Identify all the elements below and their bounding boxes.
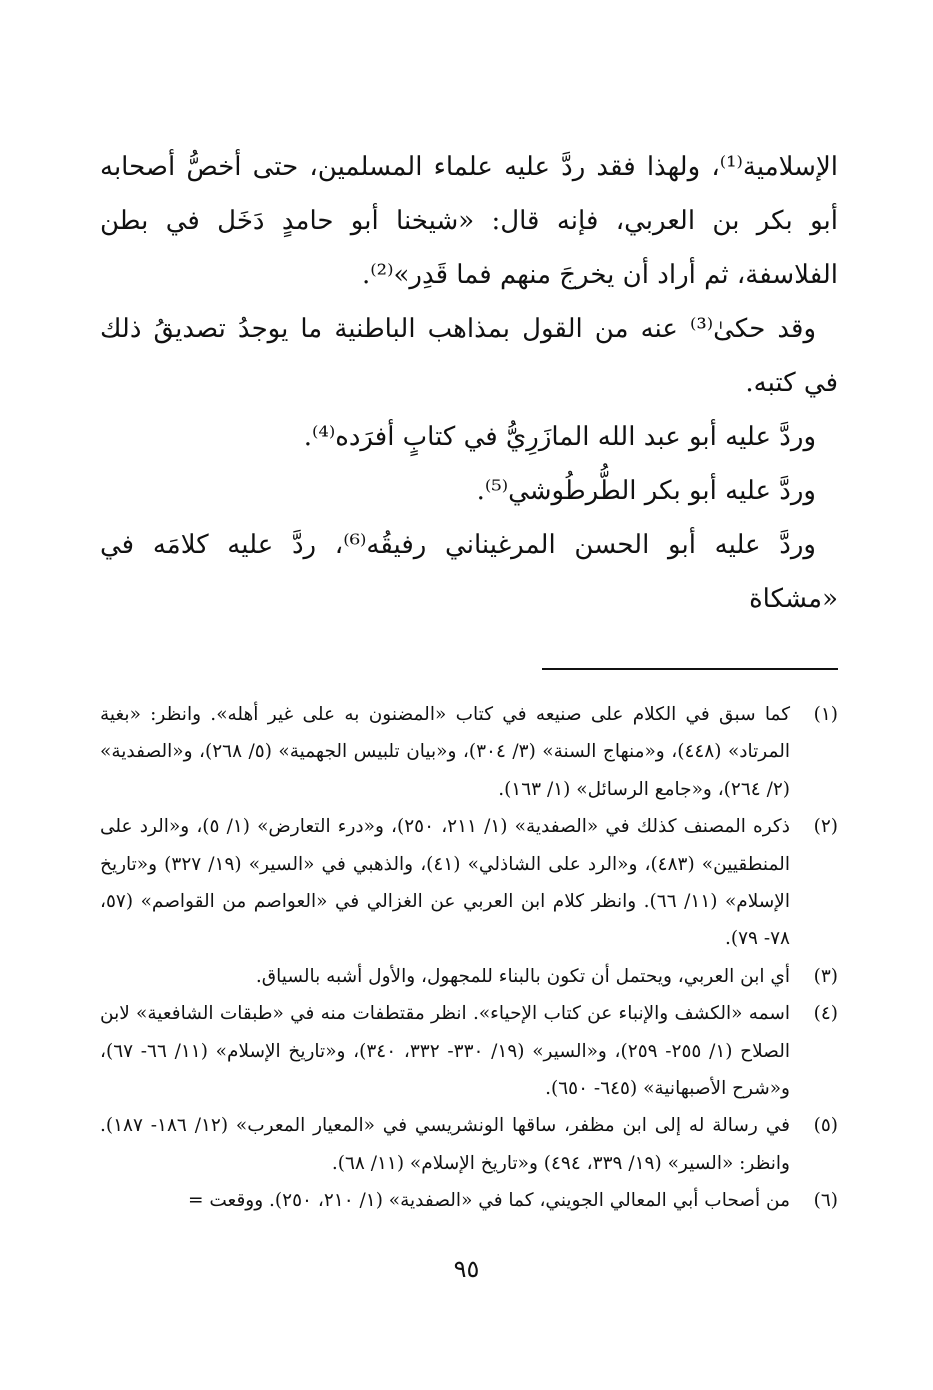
footnote (100, 1107, 838, 1182)
footnote-text: اسمه «الكشف والإنباء عن كتاب الإحياء». انظر مقتطفات منه في «طبقات الشافعية» لابن الصلاح (١/ ٢٥٥- ٢٥٩)، و«السير» (١٩/ ٣٣٠- ٣٣٢، ٣٤٠)، و«تاريخ الإسلام» (١١/ ٦٦- ٦٧)، و«شرح الأصبهانية» (٦٤٥- ٦٥٠). (100, 1003, 790, 1100)
footnote-number: (١) (813, 704, 838, 725)
page (100, 140, 838, 1310)
paragraph: وقد حكىٰ⁽³⁾ عنه من القول بمذاهب الباطنية ما يوجدُ تصديقُ ذلك في كتبه. (100, 314, 838, 398)
paragraph: وردَّ عليه أبو الحسن المرغيناني رفيقُه⁽⁶⁾، ردَّ عليه كلامَه في «مشكاة (100, 530, 838, 614)
footnote (100, 1182, 838, 1219)
footnote-number: (٦) (813, 1190, 838, 1212)
footnote-text: ذكره المصنف كذلك في «الصفدية» (١/ ٢١١، ٢٥٠)، و«درء التعارض» (١/ ٥)، و«الرد على المنطقيين» (٤٨٣)، و«الرد على الشاذلي» (٤١)، والذهبي في «السير» (١٩/ ٣٢٧) و«تاريخ الإسلام» (١١/ ٦٦). وانظر كلام ابن العربي عن الغزالي في «العواصم من القواصم» (٥٧، ٧٨- ٧٩). (100, 816, 790, 950)
footnote-text: في رسالة له إلى ابن مظفر، ساقها الونشريسي في «المعيار المعرب» (١٢/ ١٨٦- ١٨٧). وانظر: «السير» (١٩/ ٣٣٩، ٤٩٤) و«تاريخ الإسلام» (١١/ ٦٨). (100, 1115, 790, 1174)
paragraph: الإسلامية⁽¹⁾، ولهذا فقد ردَّ عليه علماء المسلمين، حتى أخصُّ أصحابه أبو بكر بن العربي، فإنه قال: «شيخنا أبو حامدٍ دَخَل في بطن الفلاسفة، ثم أراد أن يخرجَ منهم فما قَدِر»⁽²⁾. (100, 152, 838, 290)
footnotes (100, 696, 838, 1220)
paragraph: وردَّ عليه أبو عبد الله المازَرِيُّ في كتابٍ أفرَده⁽⁴⁾. (303, 422, 816, 452)
footnote-number: (٥) (813, 1115, 838, 1137)
footnote-number: (٤) (813, 1003, 838, 1025)
footnote-number: (٢) (813, 816, 838, 838)
footnote-text: كما سبق في الكلام على صنيعه في كتاب «المضنون به على غير أهله». وانظر: «بغية المرتاد» (٤٤٨)، و«منهاج السنة» (٣/ ٣٠٤)، و«بيان تلبيس الجهمية» (٥/ ٢٦٨)، و«الصفدية» (٢/ ٢٦٤)، و«جامع الرسائل» (١/ ١٦٣). (100, 704, 790, 800)
footnote (100, 808, 838, 958)
paragraph: وردَّ عليه أبو بكر الطُّرطُوشي⁽⁵⁾. (476, 476, 816, 506)
footnote-text: من أصحاب أبي المعالي الجويني، كما في «الصفدية» (١/ ٢١٠، ٢٥٠). ووقعت = (187, 1190, 790, 1212)
footnote-separator (542, 668, 838, 670)
footnote (100, 958, 838, 995)
footnote (100, 995, 838, 1107)
page-number: ٩٥ (453, 1255, 480, 1283)
footnote-number: (٣) (813, 965, 838, 987)
main-text (100, 140, 838, 626)
footnote-text: أي ابن العربي، ويحتمل أن تكون بالبناء للمجهول، والأول أشبه بالسياق. (255, 965, 790, 987)
footnote (100, 696, 838, 808)
